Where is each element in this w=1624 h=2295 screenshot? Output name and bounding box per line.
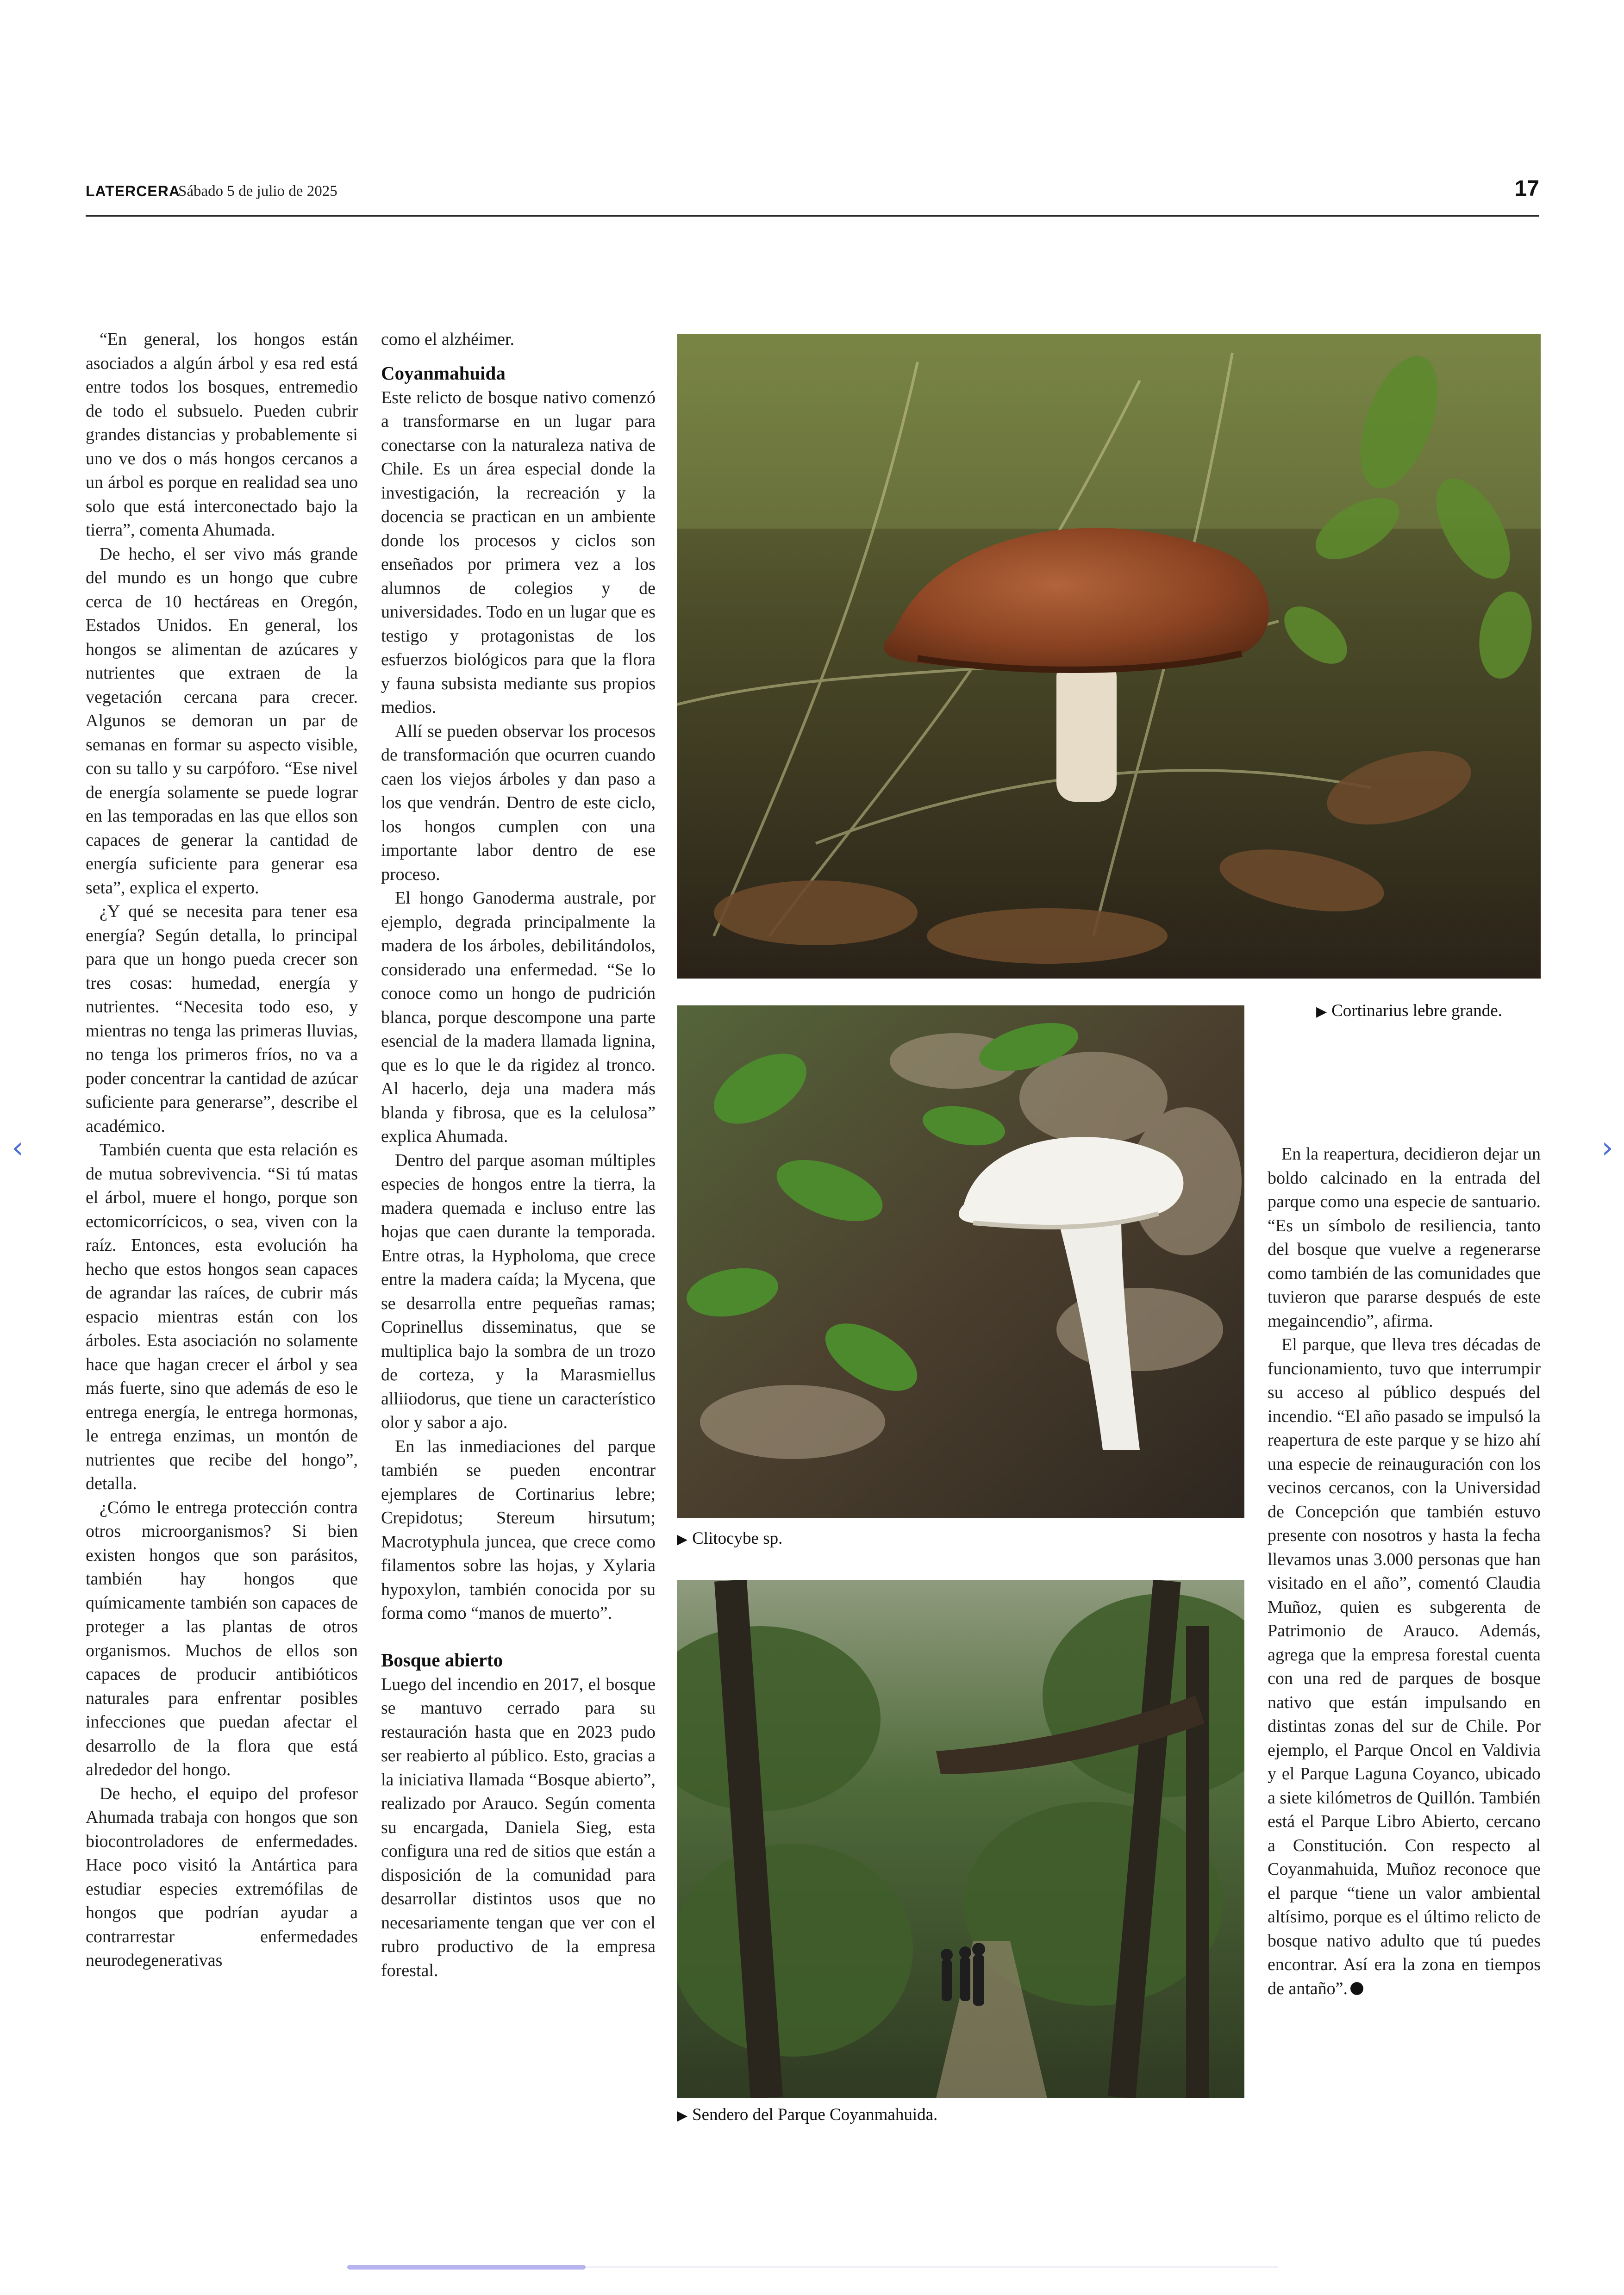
filled-circle-icon: [1350, 1982, 1363, 1995]
right-triangle-icon: ▶: [677, 2108, 688, 2123]
photo-clitocybe-mushroom: [677, 1005, 1244, 1518]
paragraph: ¿Cómo le entrega protección contra otros microorganismos? Si bien existen hongos que son parásitos, también hay hongos que químicamente también son capaces de proteger a las plantas de otros organismos. Muchos de ellos son capaces de producir antibióticos naturales para enfrentar posibles infecciones que puedan afectar el desarrollo de la flora que está alrededor del hongo.: [86, 1497, 358, 1779]
chevron-left-icon[interactable]: ‹: [12, 1131, 24, 1165]
article-column-2: [381, 328, 656, 1983]
photo-caption-cortinarius: ▶ Cortinarius lebre grande.: [1316, 1001, 1502, 1020]
chevron-right-icon[interactable]: ›: [1601, 1131, 1613, 1165]
paragraph: En las inmediaciones del parque también se pueden encontrar ejemplares de Cortinarius lebre; Crepidotus; Stereum hirsutum; Macrotyphula juncea, que crece como filamentos sobre las hojas, y Xylaria hypoxylon, también conocida por su forma como “manos de muerto”.: [381, 1436, 656, 1623]
paragraph-text: El parque, que lleva tres décadas de funcionamiento, tuvo que interrumpir su acceso al público después del incendio. “El año pasado se impulsó la reapertura de este parque y se hizo ahí una especie de reinauguración con los vecinos cercanos, con la Universidad de Concepción que también estuvo presente con nosotros y hasta la fecha llevamos unas 3.000 personas que han visitado en el año”, comentó Claudia Muñoz, quien es subgerenta de Patrimonio de Arauco. Además, agrega que la empresa forestal cuenta con una red de parques de bosque nativo que están impulsando en distintas zonas del sur de Chile. Por ejemplo, el Parque Oncol en Valdivia y el Parque Laguna Coyanco, ubicado a siete kilómetros de Quillón. También está el Parque Libro Abierto, cercano a Constitución. Con respecto al Coyanmahuida, Muñoz reconoce que el parque “tiene un valor ambiental altísimo, porque es el último relicto de bosque nativo adulto que tú puedes encontrar. Así era la zona en tiempos de antaño”.: [1268, 1335, 1541, 1998]
photo-cortinarius-mushroom: [677, 334, 1541, 979]
paragraph: Luego del incendio en 2017, el bosque se mantuvo cerrado para su restauración hasta que en 2023 pudo ser reabierto al público. Esto, gracias a la iniciativa llamada “Bosque abierto”, realizado por Arauco. Según comenta su encargada, Daniela Sieg, esta configura una red de sitios que están a disposición de la comunidad para desarrollar distintos usos que no necesariamente tengan que ver con el rubro productivo de la empresa forestal.: [381, 1674, 656, 1980]
section-heading-coyanmahuida: Coyanmahuida: [381, 362, 506, 384]
paragraph: ¿Y qué se necesita para tener esa energía? Según detalla, lo principal para que un hongo pueda crecer son tres cosas: humedad, energía y nutrientes. “Necesita todo eso, y mientras no tenga las primeras lluvias, no tenga los primeros fríos, no va a poder concentrar la cantidad de azúcar suficiente para generarse”, describe el académico.: [86, 902, 358, 1136]
right-triangle-icon: ▶: [677, 1532, 688, 1547]
mushroom-photo-illustration: [677, 1005, 1244, 1518]
forest-photo-illustration: [677, 1580, 1244, 2098]
article-column-1: [86, 328, 358, 1973]
page-header: [86, 174, 1539, 217]
paragraph: [1268, 1333, 1541, 2001]
paragraph: De hecho, el equipo del profesor Ahumada trabaja con hongos que son biocontroladores de enfermedades. Hace poco visitó la Antártica para estudiar especies extremófilas de hongos que podrían ayudar a contrarrestar enfermedades neurodegenerativas: [86, 1784, 358, 1970]
photo-caption-sendero: ▶ Sendero del Parque Coyanmahuida.: [677, 2105, 938, 2124]
paragraph: como el alzhéimer.: [381, 330, 515, 349]
mushroom-photo-illustration: [677, 334, 1541, 979]
photo-forest-trail: [677, 1580, 1244, 2098]
paragraph: También cuenta que esta relación es de mutua sobrevivencia. “Si tú matas el árbol, muere el hongo, porque son ectomicorrícicos, o sea, viven con la raíz. Entonces, esta evolución ha hecho que estos hongos sean capaces de agrandar las raíces, de cubrir más espacio mientras están con los árboles. Esta asociación no solamente hace que hagan crecer el árbol y sea más fuerte, sino que además de eso le entrega energía, le entrega hormonas, le entrega enzimas, un montón de nutrientes que recibe del hongo”, detalla.: [86, 1140, 358, 1493]
photo-caption-clitocybe: ▶ Clitocybe sp.: [677, 1529, 783, 1548]
issue-date: Sábado 5 de julio de 2025: [178, 183, 337, 200]
paragraph: “En general, los hongos están asociados a algún árbol y esa red está entre todos los bosques, entremedio de todo el subsuelo. Pueden cubrir grandes distancias y probablemente si uno ve dos o más hongos cercanos a un árbol es porque en realidad sea uno solo que está interconectado bajo la tierra”, comenta Ahumada.: [86, 330, 358, 540]
right-triangle-icon: ▶: [1316, 1004, 1327, 1019]
article-column-3: [1268, 1142, 1541, 2001]
paragraph: Este relicto de bosque nativo comenzó a transformarse en un lugar para conectarse con la naturaleza nativa de Chile. Es un área especial donde la investigación, la recreación y la docencia se practican en un ambiente donde los procesos y ciclos son enseñados por primera vez a los alumnos de colegios y de universidades. Todo en un lugar que es testigo y protagonistas de los esfuerzos biológicos para que la flora y fauna subsista mediante sus propios medios.: [381, 387, 656, 717]
page-number: 17: [1514, 176, 1539, 201]
newspaper-brand: LATERCERA: [86, 183, 180, 200]
section-heading-bosque-abierto: Bosque abierto: [381, 1649, 503, 1671]
paragraph: Dentro del parque asoman múltiples especies de hongos entre la tierra, la madera quemada e incluso entre las hojas que caen durante la temporada. Entre otras, la Hypholoma, que crece entre la madera caída; la Mycena, que se desarrolla entre pequeñas ramas; Coprinellus disseminatus, que se multiplica bajo la sombra de un trozo de corteza, y la Marasmiellus alliiodorus, que tiene un característico olor y sabor a ajo.: [381, 1150, 656, 1432]
paragraph: De hecho, el ser vivo más grande del mundo es un hongo que cubre cerca de 10 hectáreas en Oregón, Estados Unidos. En general, los hongos se alimentan de azúcares y nutrientes que extraen de la vegetación cercana para crecer. Algunos se demoran un par de semanas en formar su aspecto visible, con su tallo y su carpóforo. “Ese nivel de energía solamente se puede lograr en las temporadas en las que ellos son capaces de generar la cantidad de energía suficiente para generar esa seta”, explica el experto.: [86, 544, 358, 898]
paragraph: Allí se pueden observar los procesos de transformación que ocurren cuando caen los viejos árboles y dan paso a los que vendrán. Dentro de este ciclo, los hongos cumplen con una importante labor dentro de ese proceso.: [381, 721, 656, 884]
paragraph: El hongo Ganoderma australe, por ejemplo, degrada principalmente la madera de los árboles, debilitándolos, considerado una enfermedad. “Se lo conoce como un hongo de pudrición blanca, porque descompone una parte esencial de la madera llamada lignina, que es lo que le da rigidez al tronco. Al hacerlo, deja una madera más blanda y fibrosa, que es la celulosa” explica Ahumada.: [381, 888, 656, 1146]
horizontal-scrollbar-thumb[interactable]: [347, 2265, 586, 2270]
paragraph: En la reapertura, decidieron dejar un boldo calcinado en la entrada del parque como una especie de santuario. “Es un símbolo de resiliencia, tanto del bosque que vuelve a regenerarse como también de las comunidades que tuvieron que pararse después de este megaincendio”, afirma.: [1268, 1144, 1541, 1331]
